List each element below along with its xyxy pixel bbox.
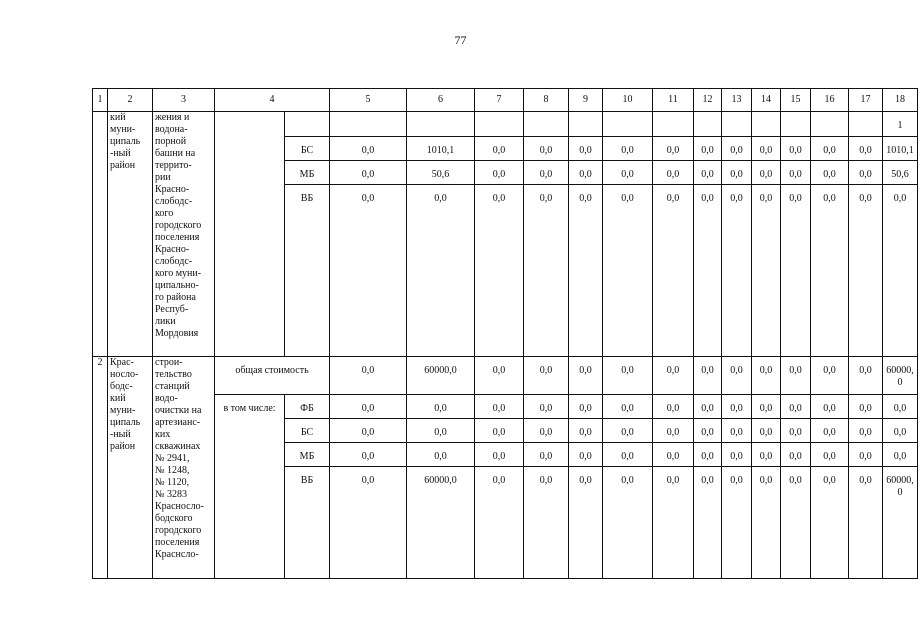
value-cell: 0,0 — [752, 443, 781, 467]
value-cell: 0,0 — [475, 419, 524, 443]
including-label: в том числе: — [215, 395, 285, 579]
object-cell: жения и водона- порной башни на террито- рии Красно- слободс- кого городского поселения Красно- слободс- кого муни- ципально- го района Респуб- лики Мордовия — [153, 112, 215, 357]
value-cell: 0,0 — [752, 185, 781, 357]
value-cell: 0,0 — [330, 419, 407, 443]
value-cell: 0,0 — [849, 395, 883, 419]
value-cell: 0,0 — [569, 185, 603, 357]
value-cell: 0,0 — [811, 467, 849, 579]
value-cell — [475, 112, 524, 137]
value-cell: 0,0 — [569, 419, 603, 443]
table-row — [93, 112, 918, 137]
value-cell: 0,0 — [883, 395, 918, 419]
value-cell: 0,0 — [475, 137, 524, 161]
value-cell: 0,0 — [475, 357, 524, 395]
value-cell: 1 — [883, 112, 918, 137]
value-cell: 0,0 — [811, 185, 849, 357]
value-cell: 0,0 — [849, 185, 883, 357]
value-cell: 0,0 — [722, 467, 752, 579]
value-cell: 0,0 — [475, 161, 524, 185]
value-cell: 0,0 — [781, 419, 811, 443]
value-cell: 60000,0 — [407, 467, 475, 579]
value-cell: 0,0 — [475, 467, 524, 579]
value-cell: 50,6 — [883, 161, 918, 185]
value-cell: 0,0 — [752, 419, 781, 443]
value-cell: 0,0 — [569, 137, 603, 161]
value-cell: 0,0 — [407, 419, 475, 443]
value-cell: 0,0 — [603, 137, 653, 161]
value-cell: 0,0 — [653, 185, 694, 357]
row-number: 2 — [93, 357, 108, 579]
value-cell: 0,0 — [569, 443, 603, 467]
value-cell: 0,0 — [722, 185, 752, 357]
value-cell: 0,0 — [811, 161, 849, 185]
total-cost-label: общая стоимость — [215, 357, 330, 395]
value-cell: 0,0 — [781, 467, 811, 579]
value-cell — [569, 112, 603, 137]
fund-cell: ВБ — [285, 467, 330, 579]
value-cell: 0,0 — [475, 443, 524, 467]
value-cell: 60000,0 — [407, 357, 475, 395]
value-cell: 0,0 — [811, 443, 849, 467]
value-cell — [849, 112, 883, 137]
value-cell: 0,0 — [603, 419, 653, 443]
header-cell: 1 — [93, 89, 108, 112]
value-cell: 0,0 — [524, 357, 569, 395]
value-cell: 0,0 — [811, 137, 849, 161]
value-cell: 0,0 — [407, 395, 475, 419]
value-cell: 0,0 — [849, 419, 883, 443]
header-cell: 2 — [108, 89, 153, 112]
value-cell: 0,0 — [603, 467, 653, 579]
header-cell: 9 — [569, 89, 603, 112]
value-cell: 0,0 — [569, 395, 603, 419]
value-cell — [407, 112, 475, 137]
value-cell: 0,0 — [653, 357, 694, 395]
value-cell: 0,0 — [722, 357, 752, 395]
value-cell: 0,0 — [781, 161, 811, 185]
value-cell: 0,0 — [752, 161, 781, 185]
value-cell: 0,0 — [330, 137, 407, 161]
value-cell: 0,0 — [653, 137, 694, 161]
value-cell — [524, 112, 569, 137]
value-cell: 0,0 — [603, 395, 653, 419]
value-cell: 0,0 — [849, 443, 883, 467]
value-cell: 0,0 — [781, 443, 811, 467]
value-cell: 0,0 — [653, 467, 694, 579]
value-cell: 0,0 — [694, 419, 722, 443]
value-cell: 0,0 — [524, 419, 569, 443]
label-cell — [215, 112, 285, 357]
header-cell: 11 — [653, 89, 694, 112]
header-cell: 8 — [524, 89, 569, 112]
header-cell: 17 — [849, 89, 883, 112]
header-cell: 4 — [215, 89, 330, 112]
value-cell — [722, 112, 752, 137]
value-cell: 0,0 — [811, 419, 849, 443]
value-cell: 0,0 — [524, 395, 569, 419]
header-cell: 16 — [811, 89, 849, 112]
value-cell: 0,0 — [694, 467, 722, 579]
value-cell: 0,0 — [653, 419, 694, 443]
value-cell: 0,0 — [569, 357, 603, 395]
value-cell: 0,0 — [722, 161, 752, 185]
value-cell: 0,0 — [811, 357, 849, 395]
value-cell: 50,6 — [407, 161, 475, 185]
value-cell — [694, 112, 722, 137]
value-cell: 0,0 — [694, 137, 722, 161]
district-cell: кий муни- ципаль -ный район — [108, 112, 153, 357]
value-cell: 0,0 — [407, 185, 475, 357]
value-cell: 0,0 — [603, 443, 653, 467]
value-cell: 0,0 — [722, 137, 752, 161]
fund-cell: ВБ — [285, 185, 330, 357]
value-cell: 0,0 — [330, 443, 407, 467]
row-number — [93, 112, 108, 357]
value-cell: 60000, 0 — [883, 467, 918, 579]
header-cell: 3 — [153, 89, 215, 112]
value-cell: 0,0 — [524, 467, 569, 579]
header-cell: 5 — [330, 89, 407, 112]
value-cell: 0,0 — [781, 357, 811, 395]
fund-cell: ФБ — [285, 395, 330, 419]
object-cell: строи- тельство станций водо- очистки на артезианс- ких скважинах № 2941, № 1248, № 1120, № 3283 Красносло- бодского городского поселения Краснсло- — [153, 357, 215, 579]
value-cell: 0,0 — [603, 357, 653, 395]
value-cell: 0,0 — [849, 161, 883, 185]
value-cell: 0,0 — [603, 161, 653, 185]
value-cell: 0,0 — [722, 395, 752, 419]
value-cell: 0,0 — [330, 467, 407, 579]
value-cell: 0,0 — [330, 161, 407, 185]
page-number: 77 — [454, 33, 467, 47]
fund-cell: МБ — [285, 443, 330, 467]
value-cell: 0,0 — [603, 185, 653, 357]
value-cell: 0,0 — [694, 185, 722, 357]
value-cell: 0,0 — [722, 443, 752, 467]
header-cell: 13 — [722, 89, 752, 112]
value-cell: 0,0 — [653, 161, 694, 185]
value-cell: 1010,1 — [883, 137, 918, 161]
value-cell — [330, 112, 407, 137]
value-cell: 0,0 — [722, 419, 752, 443]
header-cell: 18 — [883, 89, 918, 112]
header-cell: 12 — [694, 89, 722, 112]
value-cell: 0,0 — [849, 137, 883, 161]
header-row — [93, 89, 918, 112]
value-cell — [781, 112, 811, 137]
value-cell: 0,0 — [475, 185, 524, 357]
value-cell: 0,0 — [330, 395, 407, 419]
value-cell: 0,0 — [752, 137, 781, 161]
header-cell: 7 — [475, 89, 524, 112]
value-cell: 0,0 — [694, 395, 722, 419]
value-cell: 0,0 — [524, 161, 569, 185]
table-row — [93, 395, 918, 419]
value-cell: 0,0 — [781, 185, 811, 357]
value-cell: 60000, 0 — [883, 357, 918, 395]
value-cell: 0,0 — [524, 137, 569, 161]
value-cell — [752, 112, 781, 137]
value-cell: 0,0 — [524, 443, 569, 467]
value-cell: 0,0 — [569, 467, 603, 579]
value-cell: 0,0 — [653, 395, 694, 419]
header-cell: 14 — [752, 89, 781, 112]
value-cell — [811, 112, 849, 137]
value-cell: 1010,1 — [407, 137, 475, 161]
header-cell: 15 — [781, 89, 811, 112]
value-cell: 0,0 — [694, 161, 722, 185]
value-cell: 0,0 — [330, 357, 407, 395]
value-cell: 0,0 — [569, 161, 603, 185]
value-cell — [603, 112, 653, 137]
fund-cell: БС — [285, 419, 330, 443]
value-cell: 0,0 — [752, 467, 781, 579]
value-cell: 0,0 — [694, 357, 722, 395]
value-cell: 0,0 — [883, 419, 918, 443]
value-cell: 0,0 — [752, 395, 781, 419]
value-cell: 0,0 — [849, 357, 883, 395]
value-cell: 0,0 — [694, 443, 722, 467]
fund-cell: МБ — [285, 161, 330, 185]
fund-cell — [285, 112, 330, 137]
header-cell: 6 — [407, 89, 475, 112]
value-cell: 0,0 — [781, 137, 811, 161]
table-row — [93, 357, 918, 395]
value-cell: 0,0 — [781, 395, 811, 419]
financing-table — [92, 88, 918, 579]
value-cell: 0,0 — [330, 185, 407, 357]
value-cell: 0,0 — [883, 443, 918, 467]
header-cell: 10 — [603, 89, 653, 112]
value-cell: 0,0 — [849, 467, 883, 579]
value-cell: 0,0 — [475, 395, 524, 419]
value-cell — [653, 112, 694, 137]
value-cell: 0,0 — [883, 185, 918, 357]
value-cell: 0,0 — [524, 185, 569, 357]
value-cell: 0,0 — [407, 443, 475, 467]
value-cell: 0,0 — [653, 443, 694, 467]
fund-cell: БС — [285, 137, 330, 161]
value-cell: 0,0 — [752, 357, 781, 395]
value-cell: 0,0 — [811, 395, 849, 419]
district-cell: Крас- носло- бодс- кий муни- ципаль -ный район — [108, 357, 153, 579]
